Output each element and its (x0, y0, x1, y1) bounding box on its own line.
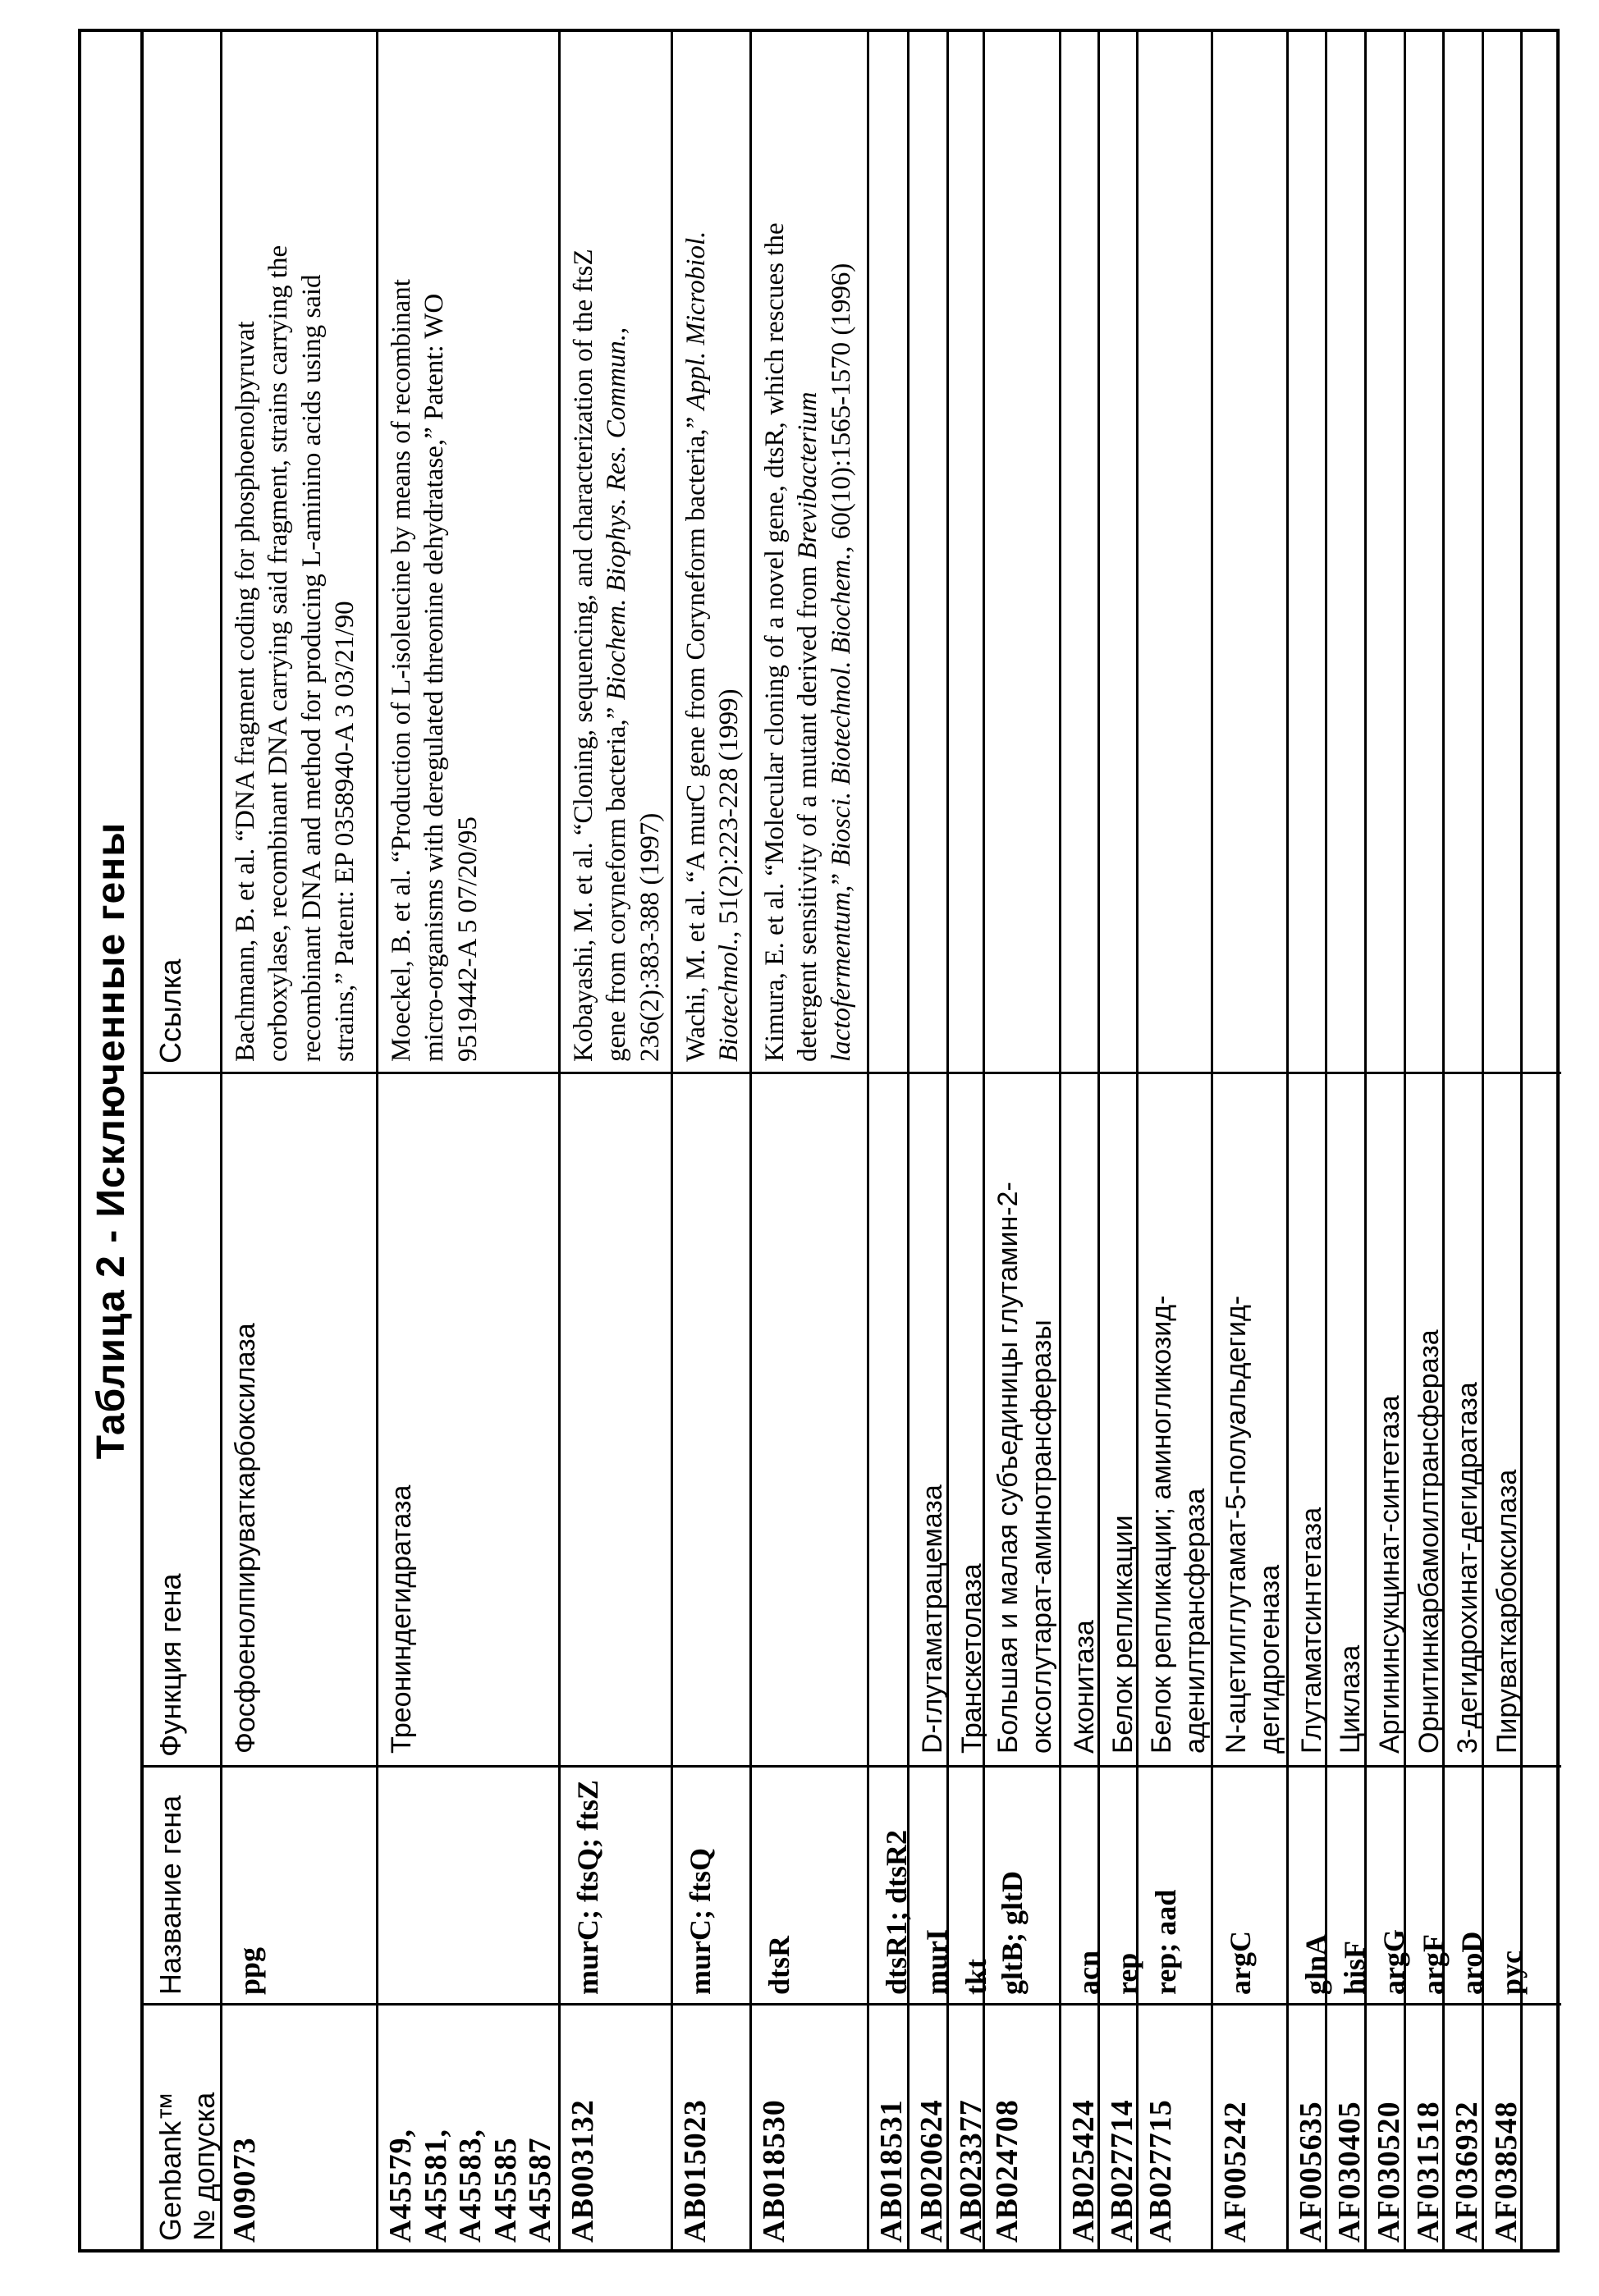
cell-accession (1139, 2003, 1211, 2249)
text-line: дегидрогеназа (1253, 1564, 1285, 1754)
cell-gene-function (1327, 1072, 1364, 1765)
text-segment: Kimura, E. et al. “Molecular cloning of a novel gene, dtsR, which rescues the (760, 222, 790, 1062)
text-segment: corboxylase, recombinant DNA carrying said fragment, strains carrying the (263, 245, 294, 1062)
cell-gene-name (1061, 1765, 1105, 2003)
text-segment: 236(2):383-388 (1997) (635, 812, 665, 1062)
cell-accession (1327, 2003, 1367, 2249)
text-line: murC; ftsQ; ftsZ (571, 1780, 604, 1995)
cell-gene-name (909, 1765, 953, 2003)
cell-reference (949, 32, 983, 1072)
cell-reference (1327, 32, 1364, 1072)
cell-gene-function (1289, 1072, 1325, 1765)
cell-accession (1523, 2003, 1561, 2249)
cell-accession (1406, 2003, 1446, 2249)
text-segment: recombinant DNA and method for producing L-aminino acids using said (296, 274, 327, 1062)
table-row (1327, 32, 1371, 2249)
text-line: Большая и малая субъединицы глутамин-2- (992, 1182, 1024, 1754)
text-line: A45585 (488, 2137, 523, 2243)
cell-reference (1523, 32, 1561, 1072)
cell-accession (1367, 2003, 1404, 2249)
text-line: AB015023 (678, 2099, 712, 2243)
text-line: AF031518 (1411, 2101, 1446, 2243)
text-line (328, 42, 361, 1062)
cell-reference (985, 32, 1059, 1072)
text-line: Циклаза (1335, 1644, 1366, 1754)
text-segment: micro-organisms with deregulated threonine dehydratase,” Patent: WO (419, 293, 450, 1062)
text-segment: strains,” Patent: EP 0358940-A 3 03/21/90 (329, 601, 360, 1062)
text-line (712, 42, 745, 1062)
text-line: Белок репликации; аминогликозид- (1146, 1295, 1177, 1754)
table-row (909, 32, 953, 2249)
table-row (985, 32, 1061, 2249)
text-segment: Wachi, M. et al. “A murC gene from Coryneform bacteria,” (681, 409, 711, 1062)
cell-reference (561, 32, 671, 1072)
cell-reference (1289, 32, 1325, 1072)
text-line (567, 42, 600, 1062)
italic-text-segment: Brevibacterium (793, 391, 823, 560)
text-line: AB024708 (990, 2099, 1024, 2243)
table-row (1406, 32, 1450, 2249)
table-row (222, 32, 378, 2249)
text-line: AB023377 (954, 2099, 988, 2243)
text-line: AB018531 (874, 2099, 909, 2243)
table-row (752, 32, 869, 2249)
text-segment: 9519442-A 5 07/20/95 (452, 816, 483, 1062)
text-segment: , 51(2):223-228 (1999) (714, 688, 745, 938)
table-row (1061, 32, 1105, 2249)
cell-accession (909, 2003, 949, 2249)
text-line: Genbank™ (153, 2091, 187, 2241)
italic-text-segment: Biotechnol. (714, 937, 745, 1062)
cell-gene-name (1139, 1765, 1211, 2003)
text-line: A45581, (418, 2129, 453, 2243)
cell-gene-name (1367, 1765, 1410, 2003)
text-line: argF (1417, 1934, 1450, 1995)
cell-accession (561, 2003, 671, 2249)
text-segment: detergent sensitivity of a mutant derived from (793, 559, 823, 1062)
text-line: AB020624 (914, 2099, 949, 2243)
text-line: AB027715 (1143, 2099, 1178, 2243)
cell-gene-function (1139, 1072, 1211, 1765)
text-segment: Bachmann, B. et al. “DNA fragment coding for phosphoenolpyruvat (231, 321, 260, 1062)
text-line (229, 42, 262, 1062)
text-line: Треониндегидратаза (386, 1484, 417, 1754)
cell-gene-name (1213, 1765, 1286, 2003)
table-header-row (144, 32, 222, 2249)
cell-accession (1100, 2003, 1139, 2249)
text-line: Аргининсукцинат-синтетаза (1374, 1395, 1405, 1754)
text-line: argG (1377, 1929, 1410, 1995)
cell-gene-function (561, 1072, 671, 1765)
text-line: gltB; gltD (996, 1871, 1029, 1995)
text-line: Аконитаза (1069, 1620, 1100, 1754)
cell-gene-name (985, 1765, 1059, 2003)
cell-gene-function (909, 1072, 946, 1765)
cell-reference (378, 32, 558, 1072)
cell-reference (1406, 32, 1442, 1072)
cell-reference (1367, 32, 1404, 1072)
text-segment: gene from coryneform bacteria,” (602, 700, 632, 1062)
cell-gene-name (1484, 1765, 1528, 2003)
text-line: AB003132 (566, 2099, 600, 2243)
cell-gene-function (1367, 1072, 1404, 1765)
text-line: AB018530 (757, 2099, 791, 2243)
text-line (296, 42, 328, 1062)
cell-reference (1061, 32, 1097, 1072)
text-line (262, 42, 295, 1062)
text-line: AF030520 (1372, 2101, 1406, 2243)
text-line: ppg (233, 1946, 266, 1995)
cell-reference (1484, 32, 1520, 1072)
text-line (825, 42, 858, 1062)
text-line: Ссылка (153, 958, 187, 1063)
cell-gene-function (752, 1072, 867, 1765)
text-line: argC (1224, 1931, 1257, 1995)
cell-reference (909, 32, 946, 1072)
text-line (680, 42, 712, 1062)
table-row (1484, 32, 1528, 2249)
cell-gene-function (949, 1072, 987, 1765)
text-line: AF005242 (1218, 2101, 1253, 2243)
text-line: pyc (1495, 1951, 1528, 1995)
table-row (1289, 32, 1332, 2249)
cell-reference (1445, 32, 1482, 1072)
text-line: A45583, (453, 2129, 488, 2243)
cell-gene-name (222, 1765, 376, 2003)
text-line (634, 42, 667, 1062)
italic-text-segment: Biosci. Biotechnol. Biochem. (826, 552, 856, 867)
text-segment: , 60(10):1565-1570 (1996) (826, 263, 856, 553)
cell-reference (869, 32, 907, 1072)
cell-accession (985, 2003, 1059, 2249)
italic-text-segment: Appl. Microbiol. (681, 231, 711, 410)
text-line: acn (1072, 1951, 1105, 1995)
cell-gene-name (752, 1765, 867, 2003)
text-line: murI (920, 1929, 953, 1995)
cell-reference (222, 32, 376, 1072)
header-gene-function (144, 1072, 220, 1765)
cell-gene-function (1406, 1072, 1445, 1765)
cell-gene-name (1523, 1765, 1561, 2003)
cell-gene-name (561, 1765, 671, 2003)
text-line: AF005635 (1294, 2101, 1328, 2243)
text-line: dtsR (763, 1935, 795, 1995)
text-line: Название гена (153, 1795, 187, 1995)
cell-gene-function (1061, 1072, 1100, 1765)
text-line (600, 42, 633, 1062)
text-line (385, 42, 418, 1062)
cell-accession (1289, 2003, 1328, 2249)
table-title: Таблица 2 - Исключенные гены (89, 821, 133, 1460)
cell-accession (1061, 2003, 1101, 2249)
table-row (1523, 32, 1561, 2249)
cell-gene-function (222, 1072, 376, 1765)
excluded-genes-table (140, 32, 1561, 2249)
cell-gene-name (673, 1765, 749, 2003)
table-row (1100, 32, 1143, 2249)
cell-gene-function (1523, 1072, 1561, 1765)
text-line: Фосфоенолпируваткарбоксилаза (230, 1323, 261, 1754)
text-line: 3-дегидрохинат-дегидратаза (1452, 1382, 1483, 1754)
text-line: Глутаматсинтетаза (1296, 1507, 1327, 1754)
cell-accession (1445, 2003, 1482, 2249)
text-line: rep (1111, 1952, 1143, 1995)
cell-gene-name (378, 1765, 558, 2003)
text-line: Функция гена (153, 1573, 187, 1757)
cell-gene-name (1327, 1765, 1371, 2003)
text-line: A09073 (227, 2137, 262, 2243)
text-line: AB027714 (1105, 2099, 1139, 2243)
text-line: D-глутаматрацемаза (917, 1484, 948, 1754)
rotated-table-page (78, 29, 1560, 2253)
header-reference (144, 32, 220, 1072)
cell-accession (752, 2003, 867, 2249)
table-row (1213, 32, 1289, 2249)
page-frame (78, 29, 1560, 2253)
text-line: dtsR1; dtsR2 (880, 1829, 913, 1995)
cell-gene-name (1406, 1765, 1450, 2003)
text-line: rep; aad (1149, 1889, 1182, 1995)
header-gene-name (144, 1765, 220, 2003)
text-line: Орнитинкарбамоилтрансфераза (1413, 1329, 1445, 1754)
cell-accession (1213, 2003, 1286, 2249)
cell-gene-function (985, 1072, 1059, 1765)
cell-gene-function (1445, 1072, 1482, 1765)
cell-accession (949, 2003, 988, 2249)
text-line: aroD (1455, 1931, 1488, 1995)
cell-reference (1100, 32, 1136, 1072)
cell-accession (222, 2003, 376, 2249)
text-line: оксоглутарат-аминотрансферазы (1025, 1320, 1057, 1754)
text-line (418, 42, 451, 1062)
text-line (758, 42, 791, 1062)
text-line: glnA (1299, 1933, 1332, 1995)
header-genbank-accession (144, 2003, 220, 2249)
text-line: A45587 (523, 2137, 558, 2243)
text-line: AF030405 (1332, 2101, 1367, 2243)
cell-gene-function (673, 1072, 749, 1765)
italic-text-segment: Biochem. Biophys. Res. Commun., (602, 327, 632, 701)
text-segment: Moeckel, B. et al. “Production of L-isoleucine by means of recombinant (387, 279, 416, 1062)
text-line: AF036932 (1450, 2101, 1484, 2243)
cell-accession (1484, 2003, 1523, 2249)
text-line: AF038548 (1489, 2101, 1523, 2243)
table-row (1445, 32, 1488, 2249)
cell-reference (1139, 32, 1211, 1072)
text-line (791, 42, 824, 1062)
text-line: Транскетолаза (956, 1563, 987, 1754)
cell-gene-function (1484, 1072, 1523, 1765)
text-line: Пируваткарбоксилаза (1491, 1469, 1523, 1754)
cell-gene-name (1100, 1765, 1143, 2003)
cell-reference (673, 32, 749, 1072)
table-row (561, 32, 673, 2249)
table-row (1367, 32, 1410, 2249)
table-row (949, 32, 992, 2249)
text-line: A45579, (383, 2129, 418, 2243)
cell-accession (378, 2003, 558, 2249)
text-line: AB025424 (1066, 2099, 1101, 2243)
table-row (869, 32, 913, 2249)
text-segment: ,” (826, 866, 856, 892)
cell-gene-function (1213, 1072, 1286, 1765)
text-line: Белок репликации (1107, 1515, 1139, 1754)
cell-gene-function (869, 1072, 907, 1765)
text-segment: Kobayashi, M. et al. “Cloning, sequencing, and characterization of the ftsZ (569, 249, 598, 1062)
table-row (1139, 32, 1213, 2249)
cell-gene-name (1289, 1765, 1332, 2003)
text-line (451, 42, 484, 1062)
cell-reference (1213, 32, 1286, 1072)
text-line: аденилтрансфераза (1179, 1488, 1211, 1754)
cell-reference (752, 32, 867, 1072)
text-line: hisF (1338, 1940, 1371, 1995)
table-row (378, 32, 561, 2249)
text-line: tkt (960, 1959, 992, 1995)
table-row (673, 32, 752, 2249)
cell-gene-name (1445, 1765, 1488, 2003)
cell-gene-name (869, 1765, 913, 2003)
text-line: N-ацетилглутамат-5-полуальдегид- (1221, 1295, 1252, 1754)
cell-gene-function (1100, 1072, 1139, 1765)
cell-gene-function (378, 1072, 558, 1765)
text-line: № допуска (187, 2092, 222, 2241)
cell-accession (869, 2003, 907, 2249)
cell-accession (673, 2003, 749, 2249)
cell-gene-name (949, 1765, 992, 2003)
text-line: murC; ftsQ (684, 1848, 717, 1995)
italic-text-segment: lactofermentum (826, 891, 856, 1062)
